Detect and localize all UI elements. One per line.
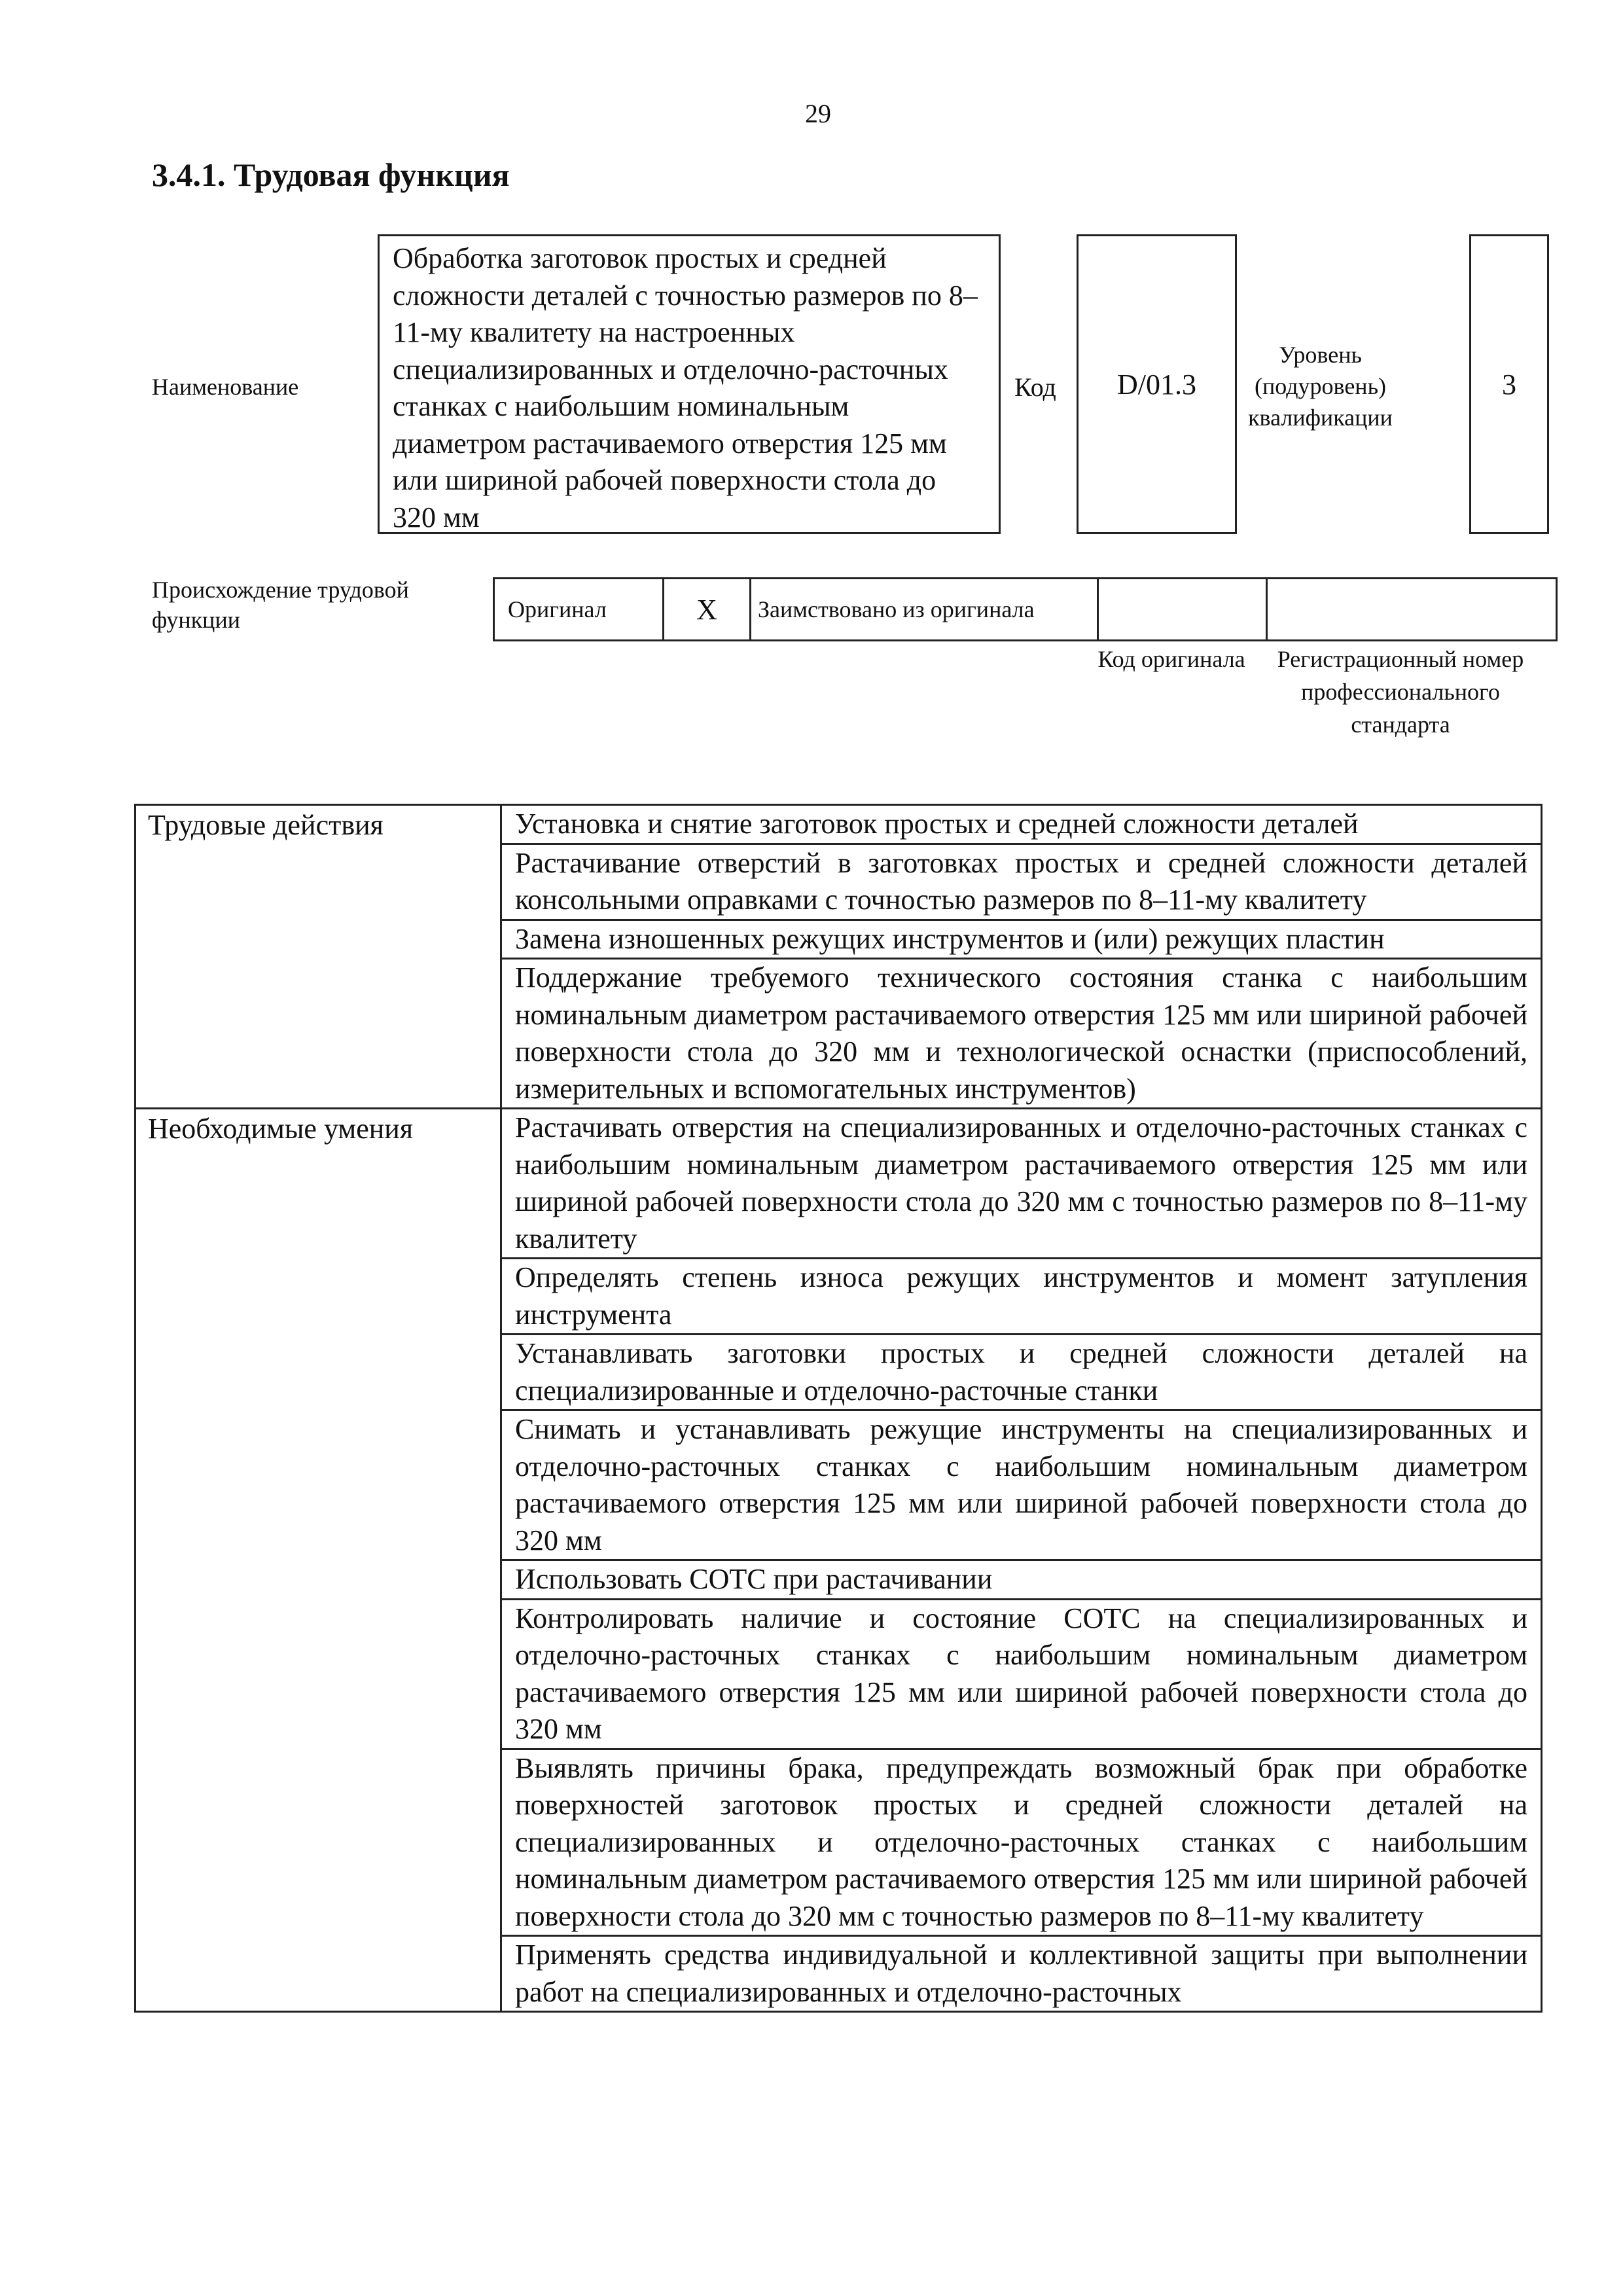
- origin-reg-caption: Регистрационный номер профессионального стандарта: [1277, 646, 1524, 738]
- origin-original-mark: X: [664, 579, 751, 641]
- origin-original-cell: Оригинал: [494, 579, 664, 641]
- list-item: Определять степень износа режущих инструментов и момент затупления инструмента: [501, 1259, 1542, 1335]
- list-item: Контролировать наличие и состояние СОТС на специализированных и отделочно-расточных станках с наибольшим номинальным диаметром растачиваемого отверстия 125 мм или шириной рабочей поверхности стола до 320 мм: [501, 1599, 1542, 1749]
- list-item: Растачивание отверстий в заготовках простых и средней сложности деталей консольными оправками с точностью размеров по 8–11-му квалитету: [501, 844, 1542, 920]
- code-label: Код: [1014, 372, 1056, 402]
- origin-code-cell: [1098, 579, 1267, 641]
- list-item: Замена изношенных режущих инструментов и (или) режущих пластин: [501, 920, 1542, 959]
- table-row: [135, 805, 1542, 844]
- level-value: 3: [1502, 368, 1516, 401]
- origin-borrowed-cell: Заимствовано из оригинала: [751, 579, 1098, 641]
- origin-code-caption: Код оригинала: [1097, 646, 1245, 672]
- code-value-box: [1077, 234, 1237, 534]
- function-details-table: [134, 804, 1543, 2013]
- list-item: Использовать СОТС при растачивании: [501, 1560, 1542, 1600]
- level-value-box: [1469, 234, 1549, 534]
- code-value: D/01.3: [1117, 368, 1196, 401]
- origin-reg-cell: [1267, 579, 1557, 641]
- level-label: Уровень (подуровень) квалификации: [1248, 342, 1393, 431]
- list-item: Выявлять причины брака, предупреждать возможный брак при обработке поверхностей заготовок простых и средней сложности деталей на специализированных и отделочно-расточных станках с наибольшим номинальным диаметром растачиваемого отверстия 125 мм или шириной рабочей поверхности стола до 320 мм с точностью размеров по 8–11-му квалитету: [501, 1749, 1542, 1936]
- page-number: 29: [805, 99, 831, 128]
- list-item: Устанавливать заготовки простых и средней сложности деталей на специализированные и отделочно-расточные станки: [501, 1335, 1542, 1410]
- list-item: Снимать и устанавливать режущие инструменты на специализированных и отделочно-расточных станках с наибольшим номинальным диаметром растачиваемого отверстия 125 мм или шириной рабочей поверхности стола до 320 мм: [501, 1410, 1542, 1560]
- labor-actions-title: Трудовые действия: [135, 805, 501, 1109]
- name-label: Наименование: [152, 374, 299, 400]
- list-item: Применять средства индивидуальной и коллективной защиты при выполнении работ на специализированных и отделочно-расточных: [501, 1936, 1542, 2012]
- list-item: Поддержание требуемого технического состояния станка с наибольшим номинальным диаметром растачиваемого отверстия 125 мм или шириной рабочей поверхности стола до 320 мм и технологической оснастки (приспособлений, измерительных и вспомогательных инструментов): [501, 959, 1542, 1109]
- skills-title: Необходимые умения: [135, 1109, 501, 2012]
- list-item: Растачивать отверстия на специализированных и отделочно-расточных станках с наибольшим номинальным диаметром растачиваемого отверстия 125 мм или шириной рабочей поверхности стола до 320 мм с точностью размеров по 8–11-му квалитету: [501, 1109, 1542, 1259]
- function-name-box: Обработка заготовок простых и средней сложности деталей с точностью размеров по 8–11-му квалитету на настроенных специализированных и отделочно-расточных станках с наибольшим номинальным диаметром растачиваемого отверстия 125 мм или шириной рабочей поверхности стола до 320 мм: [378, 234, 1001, 534]
- section-heading: 3.4.1. Трудовая функция: [152, 156, 510, 193]
- list-item: Установка и снятие заготовок простых и средней сложности деталей: [501, 805, 1542, 844]
- origin-table: [493, 577, 1558, 641]
- origin-label: Происхождение трудовой функции: [152, 577, 409, 633]
- table-row: [135, 1109, 1542, 1259]
